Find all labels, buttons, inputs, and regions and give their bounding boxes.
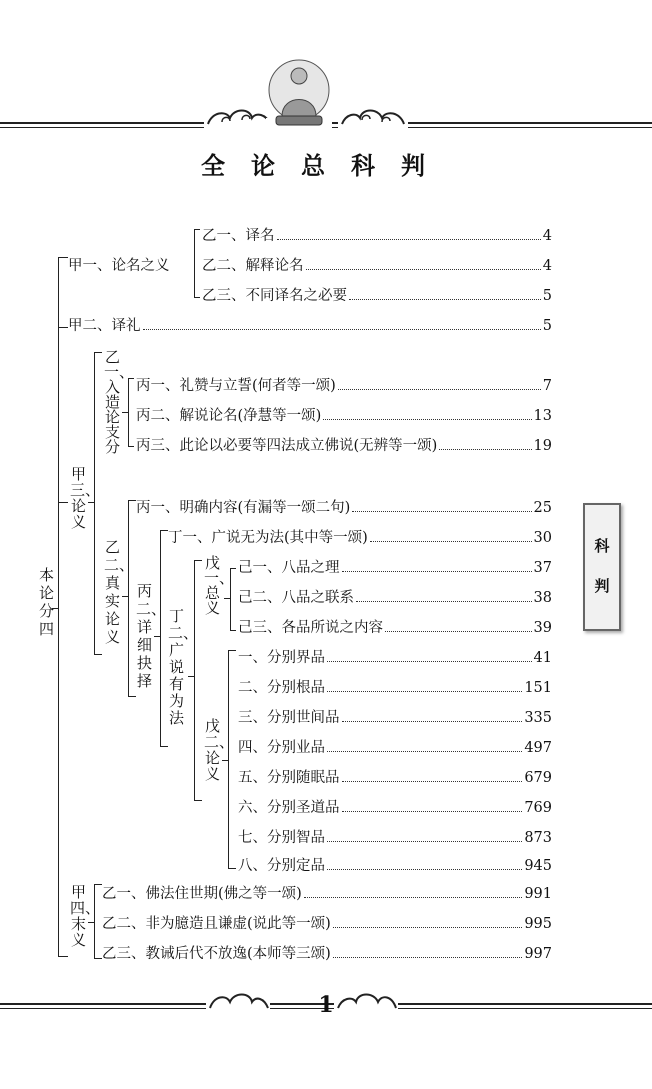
bracket-tick <box>94 884 102 885</box>
entry-page: 335 <box>524 710 552 726</box>
entry-label: 乙二、解释论名 <box>202 258 304 274</box>
dot-leader <box>327 751 522 752</box>
section-side-tab <box>583 503 621 631</box>
side-tab-text-1: 科 <box>594 537 610 555</box>
entry-label: 八、分别定品 <box>238 858 325 874</box>
entry-page: 19 <box>533 438 552 454</box>
bracket-tick <box>128 446 134 447</box>
buddha-emblem-icon <box>266 58 332 134</box>
entry-page: 38 <box>533 590 552 606</box>
toc-entry[interactable] <box>238 738 552 758</box>
toc-entry[interactable] <box>202 256 552 276</box>
bracket-jia3 <box>94 352 95 654</box>
bracket-root <box>58 257 59 957</box>
entry-page: 41 <box>533 650 552 666</box>
entry-label: 己一、八品之理 <box>238 560 340 576</box>
bracket-tick <box>128 378 134 379</box>
bracket-jia4 <box>94 884 95 958</box>
dot-leader <box>306 269 541 270</box>
entry-label: 甲一、论名之义 <box>68 258 170 274</box>
entry-label: 三、分别世间品 <box>238 710 340 726</box>
bracket-tick <box>228 650 236 651</box>
entry-page: 769 <box>524 800 552 816</box>
bracket-tick <box>128 500 136 501</box>
node-jia4: 甲四、末义 <box>70 883 101 949</box>
entry-label: 丙一、明确内容(有漏等一颂二句) <box>136 500 351 516</box>
bracket-tick <box>194 800 202 801</box>
toc-entry[interactable] <box>238 588 552 608</box>
entry-label: 乙一、佛法住世期(佛之等一颂) <box>102 886 302 902</box>
dot-leader <box>327 841 522 842</box>
dot-leader <box>439 449 531 450</box>
entry-label: 乙三、教诫后代不放逸(本师等三颂) <box>102 946 331 962</box>
node-wu-lunyi: 戊二、论义 <box>204 717 235 783</box>
bracket-bing-xiangxi <box>160 530 161 746</box>
dot-leader <box>323 419 531 420</box>
dot-leader <box>356 601 532 602</box>
toc-entry[interactable] <box>238 708 552 728</box>
bracket-tick <box>188 676 194 677</box>
entry-page: 945 <box>524 858 552 874</box>
entry-label: 己三、各品所说之内容 <box>238 620 383 636</box>
entry-page: 679 <box>524 770 552 786</box>
toc-entry[interactable] <box>136 376 552 396</box>
bracket-tick <box>160 530 168 531</box>
entry-label: 丙二、解说论名(净慧等一颂) <box>136 408 322 424</box>
bracket-tick <box>58 956 68 957</box>
toc-entry[interactable] <box>136 436 552 456</box>
bracket-tick <box>194 229 200 230</box>
toc-entry[interactable] <box>238 558 552 578</box>
toc-entry[interactable] <box>238 768 552 788</box>
entry-label: 丙三、此论以必要等四法成立佛说(无辨等一颂) <box>136 438 438 454</box>
entry-page: 39 <box>533 620 552 636</box>
bracket-tick <box>228 868 236 869</box>
bracket-tick <box>58 257 68 258</box>
dot-leader <box>342 811 523 812</box>
bracket-tick <box>160 746 168 747</box>
dot-leader <box>327 869 522 870</box>
cloud-ornament-icon <box>204 96 274 132</box>
toc-entry[interactable] <box>136 498 552 518</box>
entry-label: 甲二、译礼 <box>68 318 141 334</box>
entry-page: 4 <box>542 228 552 244</box>
node-yi-ruzao: 乙一、入造论支分 <box>104 348 135 456</box>
toc-entry[interactable] <box>102 914 552 934</box>
toc-heading-jia1[interactable] <box>68 256 198 276</box>
bracket-tick <box>230 630 236 631</box>
entry-page: 4 <box>542 258 552 274</box>
entry-label: 五、分别随眠品 <box>238 770 340 786</box>
node-wu-zongyi: 戊一、总义 <box>204 554 235 617</box>
dot-leader <box>385 631 532 632</box>
entry-page: 5 <box>542 288 552 304</box>
node-bing-xiangxi: 丙二、详细抉择 <box>136 582 167 690</box>
toc-entry[interactable] <box>238 828 552 848</box>
entry-label: 丁一、广说无为法(其中等一颂) <box>168 530 368 546</box>
bracket-yi-ruzao <box>128 378 129 446</box>
dot-leader <box>327 691 522 692</box>
entry-page: 5 <box>542 318 552 334</box>
bracket-tick <box>88 922 94 923</box>
bracket-wu-lunyi <box>228 650 229 868</box>
dot-leader <box>370 541 532 542</box>
toc-entry[interactable] <box>202 286 552 306</box>
entry-page: 30 <box>533 530 552 546</box>
entry-label: 六、分别圣道品 <box>238 800 340 816</box>
bracket-tick <box>154 636 160 637</box>
bracket-tick <box>222 760 228 761</box>
entry-page: 497 <box>524 740 552 756</box>
node-jia3: 甲三、论义 <box>70 465 101 531</box>
dot-leader <box>349 299 541 300</box>
dot-leader <box>352 511 531 512</box>
dot-leader <box>327 661 532 662</box>
dot-leader <box>342 781 523 782</box>
entry-page: 13 <box>533 408 552 424</box>
bracket-tick <box>122 412 128 413</box>
toc-entry[interactable] <box>68 316 552 336</box>
toc-entry[interactable] <box>168 528 552 548</box>
dot-leader <box>342 571 532 572</box>
node-ding-guangshuo: 丁二、广说有为法 <box>168 607 199 727</box>
node-yi-zhenshi: 乙二、真实论义 <box>104 538 135 646</box>
toc-entry[interactable] <box>238 648 552 668</box>
entry-label: 乙一、译名 <box>202 228 275 244</box>
entry-page: 37 <box>533 560 552 576</box>
entry-label: 一、分别界品 <box>238 650 325 666</box>
bracket-tick <box>224 598 230 599</box>
dot-leader <box>338 389 541 390</box>
page-number: 1 <box>318 992 334 1018</box>
entry-page: 25 <box>533 500 552 516</box>
toc-entry[interactable] <box>102 944 552 964</box>
entry-label: 二、分别根品 <box>238 680 325 696</box>
bracket-tick <box>94 352 102 353</box>
bracket-tick <box>128 696 136 697</box>
dot-leader <box>333 957 522 958</box>
toc-entry[interactable] <box>202 226 552 246</box>
dot-leader <box>304 897 522 898</box>
toc-entry[interactable] <box>238 678 552 698</box>
toc-entry[interactable] <box>238 798 552 818</box>
bracket-tick <box>194 560 202 561</box>
dot-leader <box>333 927 522 928</box>
entry-page: 991 <box>524 886 552 902</box>
dot-leader <box>277 239 541 240</box>
bracket-tick <box>230 568 236 569</box>
toc-entry[interactable] <box>102 884 552 904</box>
root-label: 本论分四 <box>38 566 54 638</box>
entry-label: 丙一、礼赞与立誓(何者等一颂) <box>136 378 336 394</box>
entry-page: 873 <box>524 830 552 846</box>
dot-leader <box>342 721 523 722</box>
cloud-ornament-icon <box>338 96 408 132</box>
entry-label: 七、分别智品 <box>238 830 325 846</box>
entry-page: 151 <box>524 680 552 696</box>
toc-entry[interactable] <box>136 406 552 426</box>
toc-entry[interactable] <box>238 856 552 876</box>
entry-label: 己二、八品之联系 <box>238 590 354 606</box>
entry-page: 7 <box>542 378 552 394</box>
bracket-tick <box>194 297 200 298</box>
toc-entry[interactable] <box>238 618 552 638</box>
bracket-tick <box>94 958 102 959</box>
bracket-tick <box>94 654 102 655</box>
entry-label: 乙二、非为臆造且谦虚(说此等一颂) <box>102 916 331 932</box>
bracket-ding-guangshuo <box>194 560 195 800</box>
entry-page: 995 <box>524 916 552 932</box>
bracket-tick <box>58 327 68 328</box>
entry-label: 乙三、不同译名之必要 <box>202 288 347 304</box>
page-title: 全论总科判 <box>201 151 451 180</box>
bracket-tick <box>58 502 68 503</box>
entry-page: 997 <box>524 946 552 962</box>
bracket-tick <box>88 502 94 503</box>
bracket-tick <box>122 596 128 597</box>
dot-leader <box>143 329 541 330</box>
entry-label: 四、分别业品 <box>238 740 325 756</box>
bracket-yi-zhenshi <box>128 500 129 696</box>
bracket-tick <box>52 608 58 609</box>
side-tab-text-2: 判 <box>594 577 610 595</box>
bracket-wu-zongyi <box>230 568 231 630</box>
